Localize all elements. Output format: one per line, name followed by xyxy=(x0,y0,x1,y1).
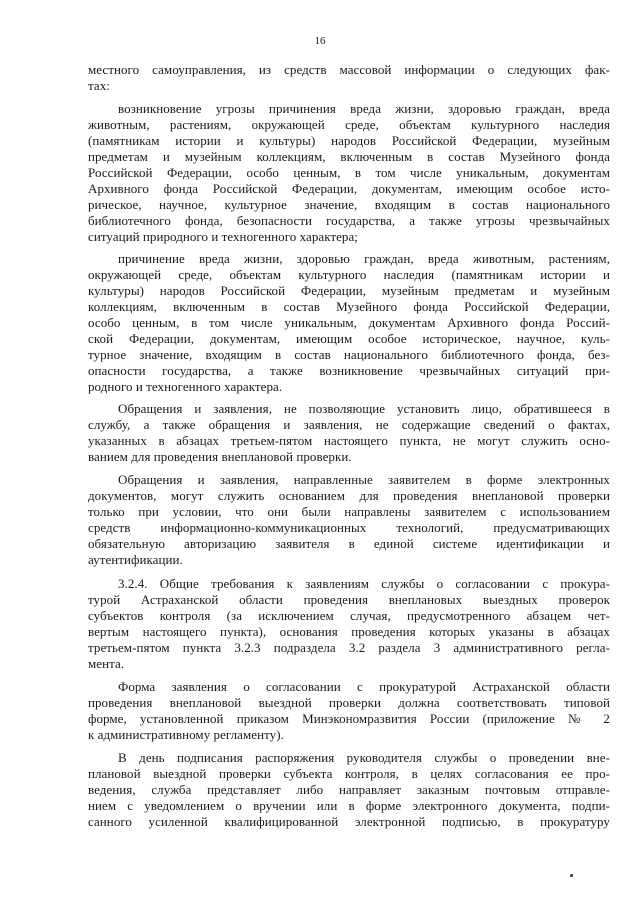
text-line: субъектов контроля (за исключением случая, предусмотренного абзацем чет- xyxy=(88,608,610,623)
text-line: Обращения и заявления, не позволяющие установить лицо, обратившееся в xyxy=(118,401,610,416)
text-line: Российской Федерации, особо ценным, в том числе уникальным, документам xyxy=(88,165,610,180)
text-line: плановой выездной проверки субъекта контроля, в целях согласования ее про- xyxy=(88,766,610,781)
text-line: турное значение, входящим в состав национального библиотечного фонда, без- xyxy=(88,347,610,362)
text-line: 3.2.4. Общие требования к заявлениям службы о согласовании с прокура- xyxy=(118,576,610,591)
text-line: опасности государства, а также возникновение чрезвычайных ситуаций при- xyxy=(88,363,610,378)
text-line: ской Федерации, документам, имеющим особое историческое, научное, куль- xyxy=(88,331,610,346)
text-line: (памятникам истории и культуры) народов Российской Федерации, музейным xyxy=(88,133,610,148)
text-line: документов, могут служить основанием для проведения внеплановой проверки xyxy=(88,488,610,503)
text-line: тах: xyxy=(88,78,110,93)
text-line: ведения, служба представляет либо направляет заказным почтовым отправле- xyxy=(88,782,610,797)
text-line: возникновение угрозы причинения вреда жизни, здоровью граждан, вреда xyxy=(118,101,610,116)
text-line: ванием для проведения внеплановой проверки. xyxy=(88,449,352,464)
text-line: аутентификации. xyxy=(88,552,183,567)
text-line: Архивного фонда Российской Федерации, документам, имеющим особое исто- xyxy=(88,181,610,196)
text-line: культуры) народов Российской Федерации, музейным предметам и музейным xyxy=(88,283,610,298)
text-line: средств информационно-коммуникационных технологий, предусматривающих xyxy=(88,520,610,535)
text-line: турой Астраханской области проведения внеплановых выездных проверок xyxy=(88,592,610,607)
text-line: животным, растениям, окружающей среде, объектам культурного наследия xyxy=(88,117,610,132)
text-line: к административному регламенту). xyxy=(88,727,284,742)
text-line: вертым настоящего пункта), основания проведения которых указаны в абзацах xyxy=(88,624,610,639)
text-line: окружающей среде, объектам культурного наследия (памятникам истории и xyxy=(88,267,610,282)
text-line: указанных в абзацах третьем-пятом настоящего пункта, не могут служить осно- xyxy=(88,433,610,448)
text-line: особо ценным, в том числе уникальным, документам Архивного фонда Россий- xyxy=(88,315,610,330)
text-line: рическое, научное, культурное значение, входящим в состав национального xyxy=(88,197,610,212)
text-line: обязательную авторизацию заявителя в единой системе идентификации и xyxy=(88,536,610,551)
text-line: коллекциям, включенным в состав Музейного фонда Российской Федерации, xyxy=(88,299,610,314)
text-line: нием с уведомлением о вручении или в форме электронного документа, подпи- xyxy=(88,798,610,813)
page-number: 16 xyxy=(314,35,326,47)
text-line: Форма заявления о согласовании с прокуратурой Астраханской области xyxy=(118,679,610,694)
text-line: библиотечного фонда, безопасности государства, а также угрозы чрезвычайных xyxy=(88,213,610,228)
text-line: проведения внеплановой выездной проверки должна соответствовать типовой xyxy=(88,695,610,710)
text-line: санного усиленной квалифицированной электронной подписью, в прокуратуру xyxy=(88,814,610,829)
text-line: родного и техногенного характера. xyxy=(88,379,283,394)
text-line: местного самоуправления, из средств массовой информации о следующих фак- xyxy=(88,62,610,77)
text-line: форме, установленной приказом Минэкономразвития России (приложение № 2 xyxy=(88,711,610,726)
text-line: В день подписания распоряжения руководителя службы о проведении вне- xyxy=(118,750,610,765)
text-line: Обращения и заявления, направленные заявителем в форме электронных xyxy=(118,472,610,487)
text-line: только при условии, что они были направлены заявителем с использованием xyxy=(88,504,610,519)
text-line: ситуаций природного и техногенного характера; xyxy=(88,229,358,244)
text-line: третьем-пятом пункта 3.2.3 подраздела 3.2 раздела 3 административного регла- xyxy=(88,640,610,655)
text-line: службу, а также обращения и заявления, не содержащие сведений о фактах, xyxy=(88,417,610,432)
text-line: предметам и музейным коллекциям, включенным в состав Музейного фонда xyxy=(88,149,610,164)
scan-speck xyxy=(570,874,573,877)
text-line: причинение вреда жизни, здоровью граждан, вреда животным, растениям, xyxy=(118,251,610,266)
text-line: мента. xyxy=(88,656,125,671)
